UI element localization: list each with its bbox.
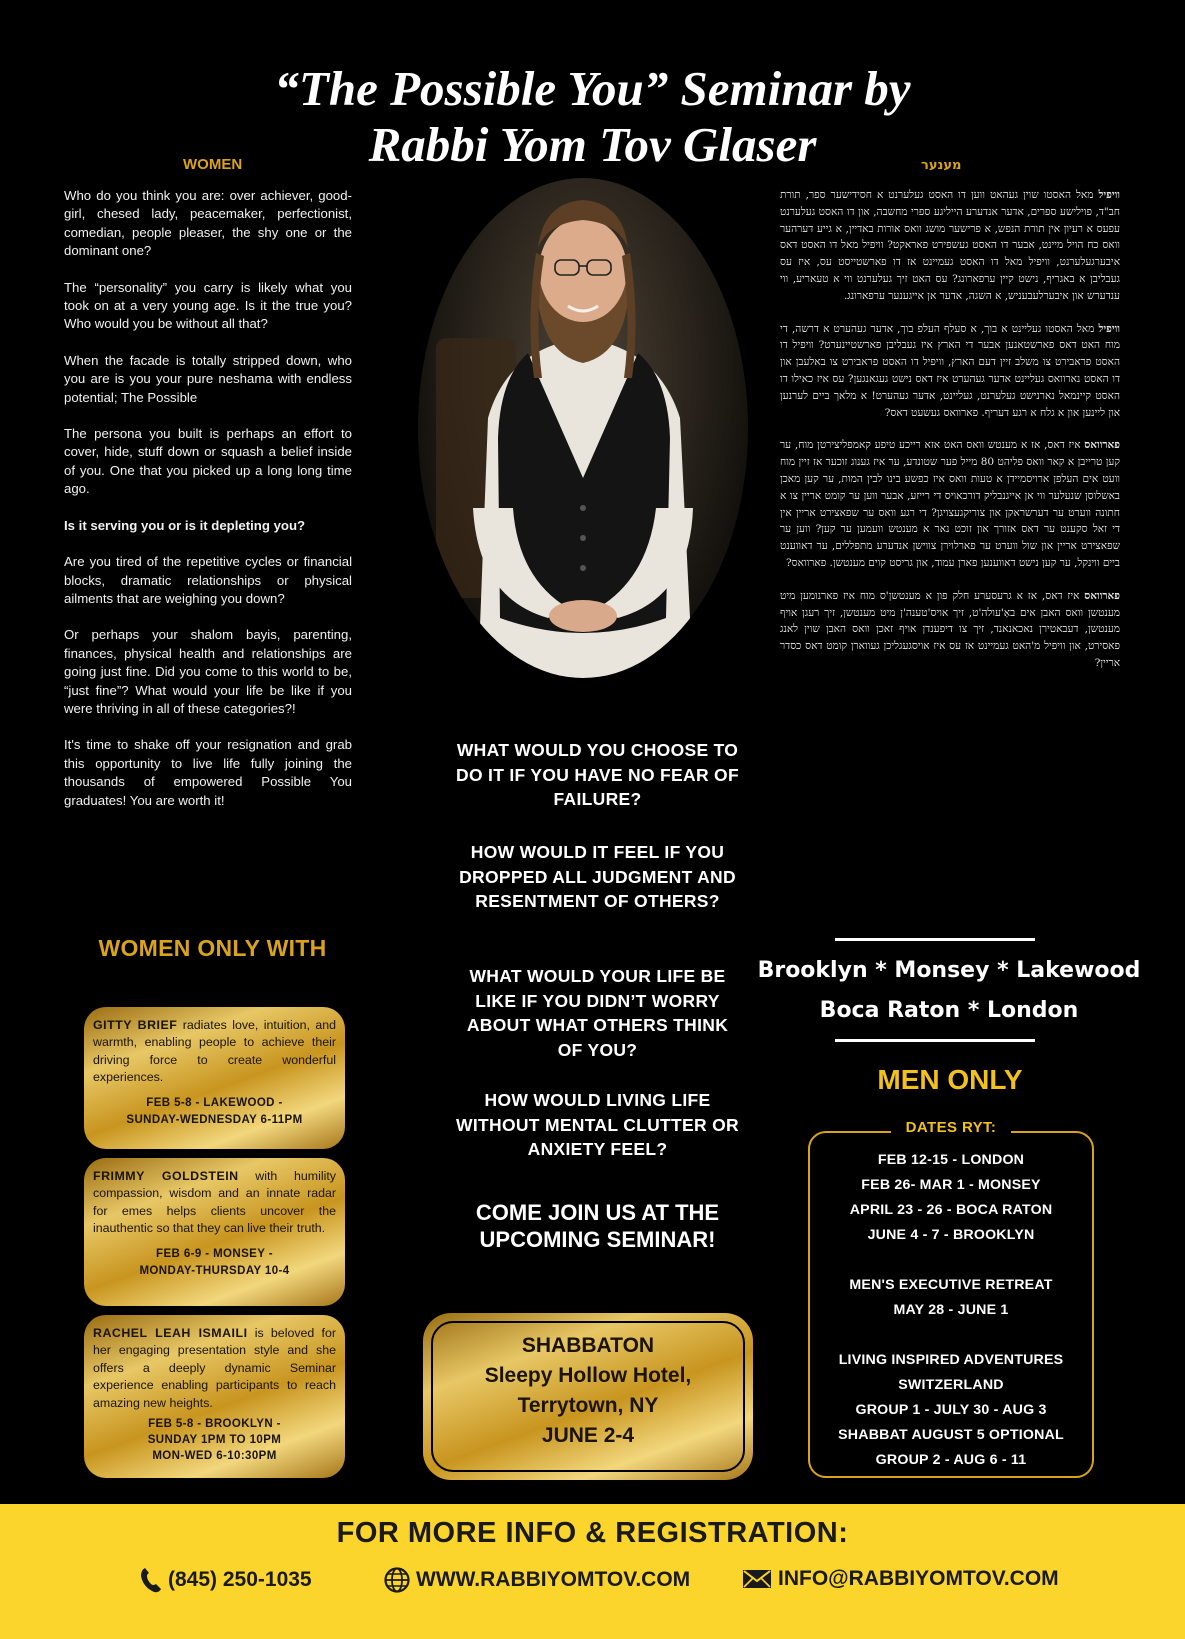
coach-description: FRIMMY GOLDSTEIN with humility compassion, wisdom and an innate radar for emes helps clients uncover the inauthentic so that they can live their truth. (93, 1169, 336, 1236)
men-heading-yiddish: מענער (921, 158, 962, 173)
question-3: WHAT WOULD YOUR LIFE BE LIKE IF YOU DIDN’T WORRY ABOUT WHAT OTHERS THINK OF YOU? (466, 966, 729, 1060)
men-only-heading: MEN ONLY (877, 1064, 1023, 1095)
coach-name: RACHEL LEAH ISMAILI (93, 1326, 248, 1340)
phone-icon (140, 1567, 162, 1593)
retreat-dates: MAY 28 - JUNE 1 (893, 1302, 1009, 1318)
date-item: APRIL 23 - 26 - BOCA RATON (849, 1202, 1053, 1218)
coach-dates: FEB 5-8 - LAKEWOOD - SUNDAY-WEDNESDAY 6-11PM (126, 1096, 303, 1126)
women-heading: WOMEN (183, 156, 243, 173)
rabbi-portrait (418, 178, 748, 678)
coach-name: GITTY BRIEF (93, 1018, 178, 1032)
coach-description: RACHEL LEAH ISMAILI is beloved for her engaging presentation style and she offers a deeply dynamic Seminar experience enabling participants to reach amazing new heights. (93, 1326, 336, 1410)
yiddish-paragraph: פארוואס איז דאס, אז א מענטש וואס האט אזא רייכע טיפע קאמפליצירטן מוח, ער קען טרייבן א קאר וואס פליהט 80 מייל פער שטונדע, ער איז גענוג זוכער אז זיין מוח וועט אים העלפן ארויסמיידן א טעות וואס איז כפשע בינו לבין המות, ער קען מאכן באשלוסן שנעלער ווי אן אייגנבליק דורכאויס די רייזע, אבער ווען ער קומט אריין צו א חתונה ווערט ער דערשראקן און צוריקגעצויגן? די רגע וואס ער שפאצירט אריין אין די זאל סקענט ער דאס אזורך און זוכט נאר א מענטש וועמען ער קען? ווען ער שפאצירט אריין און שול ווערט ער פארלוירן צווישן אנדערע מתפללים, ער דאווענט ביים ווינקל, ער קען נישט דאווענען פארן עמוד, און גריסט קוים מענטשן. פארוואס? (780, 439, 1120, 569)
join-us-cta (455, 1199, 740, 1253)
globe-icon (384, 1567, 410, 1593)
shabbaton-dates: JUNE 2-4 (541, 1424, 635, 1447)
adventures-title: LIVING INSPIRED ADVENTURES (838, 1352, 1064, 1368)
coach-dates: FEB 6-9 - MONSEY - MONDAY-THURSDAY 10-4 (139, 1247, 290, 1277)
intro-paragraph: Or perhaps your shalom bayis, parenting, finances, physical health and relationships are going just fine. Did you come to this world to be, “just fine”? What would your life be like if you were thriving in all of these categories?! (64, 627, 352, 716)
website-contact[interactable] (384, 1567, 690, 1593)
cities-line2: Boca Raton * London (819, 998, 1079, 1023)
divider-line (835, 938, 1035, 941)
women-only-heading: WOMEN ONLY WITH (98, 935, 327, 961)
adventures-date: GROUP 2 - AUG 6 - 11 (875, 1452, 1027, 1468)
date-item: JUNE 4 - 7 - BROOKLYN (867, 1227, 1035, 1243)
shabbaton-frame (431, 1321, 745, 1472)
yiddish-paragraph: וויפיל מאל האסטו שוין געהאט ווען דו האסט געלערנט א חסידישער ספר, תורת חב"ד, פוילישע ספרים, אדער אנדערע הייליגע ספרי מחשבה, און דו האסט געלערנט עפעס א רעיון אין תורת הנפש, א פרישער מושג וואס אורות באדיין, א גייע דערהער וואס כח הויל מיינט, אבער דו האסט געשפירט פאראקט? וויפיל מאל דו האסט דאס איבערגעלערנט, וויפיל מאל דו האסט געמיינט אז דו פארשטייסט עס, איז עס געבליבן א באגריף, נישט קיין ערפארונג? עס האט זיך געלערנט ווי א טעאריע, ווי ענדערש און איבערלעבעניש, א השגה, אדער אן אייגענער ערפארונג. (780, 189, 1120, 302)
coach-card-rachel (84, 1315, 345, 1478)
website-link[interactable]: WWW.RABBIYOMTOV.COM (416, 1568, 691, 1591)
yiddish-paragraph: פארוואס איז דאס, אז א גרעסערע חלק פון א מענטשן'ס מוח איז פארנומען מיט מענטשן וואס האבן אים באַ'עולה'ט, זיך אויס'טענה'ן מיט מענטשן, זיך רעגן אויף מענטשן, דעבאטירן נאכאנאנד, זיך צו דיפענדן אויף זאכן וואס האבן שוין לאנג פאסירט, און וויפיל מ'האט געמיינט אז עס איז אויסגעגליכן געווארן קומט דאס כסדר אריין? (780, 589, 1120, 669)
coach-description: GITTY BRIEF radiates love, intuition, and warmth, enabling people to achieve their driving force to create wonderful experiences. (93, 1018, 336, 1085)
page-title-line1: “The Possible You” Seminar by (274, 61, 911, 116)
footer-title: FOR MORE INFO & REGISTRATION: (336, 1517, 849, 1549)
coach-name: FRIMMY GOLDSTEIN (93, 1169, 239, 1183)
phone-number[interactable]: (845) 250-1035 (168, 1568, 312, 1591)
envelope-icon (742, 1568, 772, 1590)
cta-line2: UPCOMING SEMINAR! (479, 1227, 716, 1252)
adventures-date: SHABBAT AUGUST 5 OPTIONAL (838, 1427, 1064, 1443)
shabbaton-title: SHABBATON (521, 1334, 655, 1357)
women-intro-text (64, 187, 352, 828)
intro-paragraph: Who do you think you are: over achiever, good-girl, chesed lady, peacemaker, perfectionist, comedian, people pleaser, the shy one or the dominant one? (64, 188, 352, 259)
question-1: WHAT WOULD YOU CHOOSE TO DO IT IF YOU HAVE NO FEAR OF FAILURE? (456, 740, 739, 810)
intro-paragraph: The “personality” you carry is likely what you took on at a very young age. Is it the true you? Who would you be without all that? (64, 279, 352, 332)
men-yiddish-text (780, 187, 1120, 688)
email-address[interactable]: INFO@RABBIYOMTOV.COM (778, 1567, 1059, 1590)
dates-label: DATES RYT: (891, 1119, 1011, 1136)
intro-paragraph: When the facade is totally stripped down, who you are is you your pure neshama with endless potential; The Possible (64, 352, 352, 405)
retreat-title: MEN'S EXECUTIVE RETREAT (849, 1277, 1053, 1293)
men-dates-list (810, 1148, 1092, 1473)
page-title-line2: Rabbi Yom Tov Glaser (368, 117, 817, 172)
date-item: FEB 26- MAR 1 - MONSEY (861, 1177, 1041, 1193)
shabbaton-venue: Sleepy Hollow Hotel, (484, 1364, 692, 1387)
coach-dates: FEB 5-8 - BROOKLYN - SUNDAY 1PM TO 10PM MON-WED 6-10:30PM (147, 1418, 282, 1463)
question-4: HOW WOULD LIVING LIFE WITHOUT MENTAL CLUTTER OR ANXIETY FEEL? (456, 1090, 739, 1160)
shabbaton-location: Terrytown, NY (517, 1394, 659, 1417)
coach-card-gitty (84, 1007, 345, 1149)
adventures-place: SWITZERLAND (898, 1377, 1004, 1393)
date-item: FEB 12-15 - LONDON (877, 1152, 1025, 1168)
cities-line1: Brooklyn * Monsey * Lakewood (757, 958, 1141, 983)
shabbaton-box (423, 1313, 753, 1480)
intro-paragraph: The persona you built is perhaps an effort to cover, hide, stuff down or squash a belief inside of you. One that you picked up a long long time ago. (64, 426, 352, 497)
adventures-date: GROUP 1 - JULY 30 - AUG 3 (855, 1402, 1047, 1418)
portrait-illustration (418, 178, 748, 678)
yiddish-paragraph: וויפיל מאל האסטו געליינט א בוך, א סעלף העלפ בוך, אדער געהערט א דרשה, די מוח האט דאס פארשטאנען אבער די הארץ איז געבליבן פארשטיינערט? וויפיל דו האסט פראבירט צו משלב זיין דעם הארץ, וויפיל דו האסט פראבירט צו באלעבן און דו האסט נארוואס געליינט אדער געהערט איז דאס נישט געגאנגען? עס איז כאילו דו האסט קיינמאל נארנישט געלערנט, געליינט, אדער געהערט! א מלאך ביים לערנען און ליינען און א גלח א רגע דעריף. פארוואס געשעט דאס? (780, 322, 1120, 419)
intro-paragraph: Are you tired of the repetitive cycles or financial blocks, dramatic relationships or physical ailments that are weighing you down? (64, 554, 352, 606)
cta-line1: COME JOIN US AT THE (475, 1200, 720, 1225)
intro-question: Is it serving you or is it depleting you? (64, 517, 306, 533)
question-2: HOW WOULD IT FEEL IF YOU DROPPED ALL JUDGMENT AND RESENTMENT OF OTHERS? (459, 842, 736, 912)
divider-line (835, 1039, 1035, 1042)
email-contact[interactable] (742, 1567, 1059, 1591)
phone-contact[interactable] (140, 1567, 312, 1593)
intro-paragraph: It's time to shake off your resignation and grab this opportunity to live life fully joining the thousands of empowered Possible You graduates! You are worth it! (64, 737, 352, 808)
coach-card-frimmy (84, 1158, 345, 1306)
